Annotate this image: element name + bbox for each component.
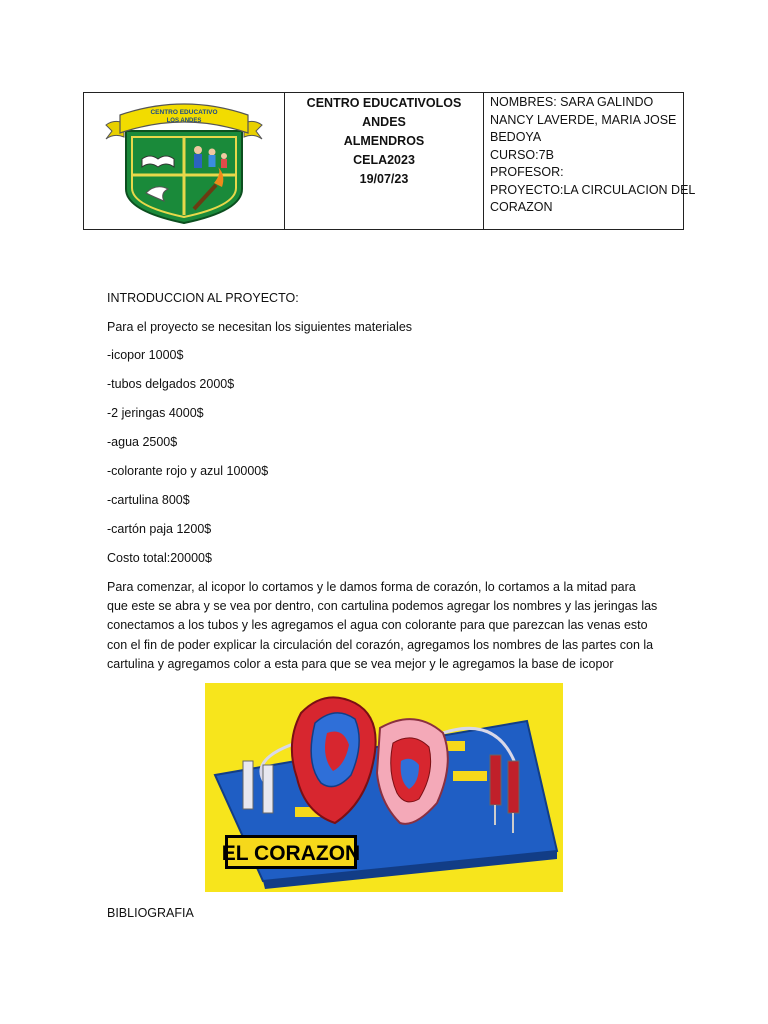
- school-info-cell: [285, 93, 484, 230]
- info-line: NANCY LAVERDE, MARIA JOSE: [490, 112, 677, 127]
- materials-intro: Para el proyecto se necesitan los siguientes materiales: [107, 320, 413, 334]
- material-item: -cartulina 800$: [107, 493, 190, 507]
- school-line: 19/07/23: [359, 172, 409, 186]
- photo-label-text: EL CORAZON: [221, 842, 361, 865]
- material-item: -colorante rojo y azul 10000$: [107, 464, 269, 478]
- intro-heading: INTRODUCCION AL PROYECTO:: [107, 291, 299, 305]
- student-info-cell: [484, 93, 696, 230]
- description-line: Para comenzar, al icopor lo cortamos y le damos forma de corazón, lo cortamos a la mitad para: [107, 580, 636, 594]
- logo-banner-line2: LOS ANDES: [166, 118, 202, 124]
- logo-banner-line1: CENTRO EDUCATIVO: [150, 109, 218, 116]
- school-crest-logo: [84, 93, 284, 231]
- description-line: con el fin de poder explicar la circulación del corazón, agregamos los nombres de las partes con la: [107, 637, 654, 652]
- bibliography-heading: BIBLIOGRAFIA: [107, 906, 194, 920]
- info-line: CORAZON: [490, 200, 553, 214]
- info-line: CURSO:7B: [490, 147, 554, 162]
- total-cost: Costo total:20000$: [107, 551, 212, 565]
- info-line: PROYECTO:LA CIRCULACION DEL: [490, 182, 696, 197]
- info-line: PROFESOR:: [490, 165, 564, 179]
- school-line: ANDES: [362, 115, 406, 129]
- header-table: [83, 92, 696, 230]
- material-item: -tubos delgados 2000$: [107, 377, 235, 391]
- material-item: -icopor 1000$: [107, 348, 184, 362]
- school-line: ALMENDROS: [343, 134, 425, 148]
- description-line: cartulina y agregamos color a esta para que se vea mejor y le agregamos la base de icopor: [107, 656, 614, 671]
- school-line: CENTRO EDUCATIVOLOS: [306, 96, 462, 110]
- heart-model-photo: [205, 683, 563, 892]
- description-line: conectamos a los tubos y les agregamos el agua con colorante para que parezcan las venas esto: [107, 618, 648, 633]
- description-paragraph: [107, 578, 658, 674]
- material-item: -2 jeringas 4000$: [107, 406, 204, 420]
- logo-cell: [84, 93, 285, 230]
- info-line: NOMBRES: SARA GALINDO: [490, 95, 654, 109]
- info-line: BEDOYA: [490, 130, 542, 144]
- material-item: -cartón paja 1200$: [107, 522, 212, 536]
- description-line: que este se abra y se vea por dentro, con cartulina podemos agregar los nombres y las jeringas las: [107, 599, 658, 614]
- material-item: -agua 2500$: [107, 435, 178, 449]
- school-line: CELA2023: [353, 153, 415, 167]
